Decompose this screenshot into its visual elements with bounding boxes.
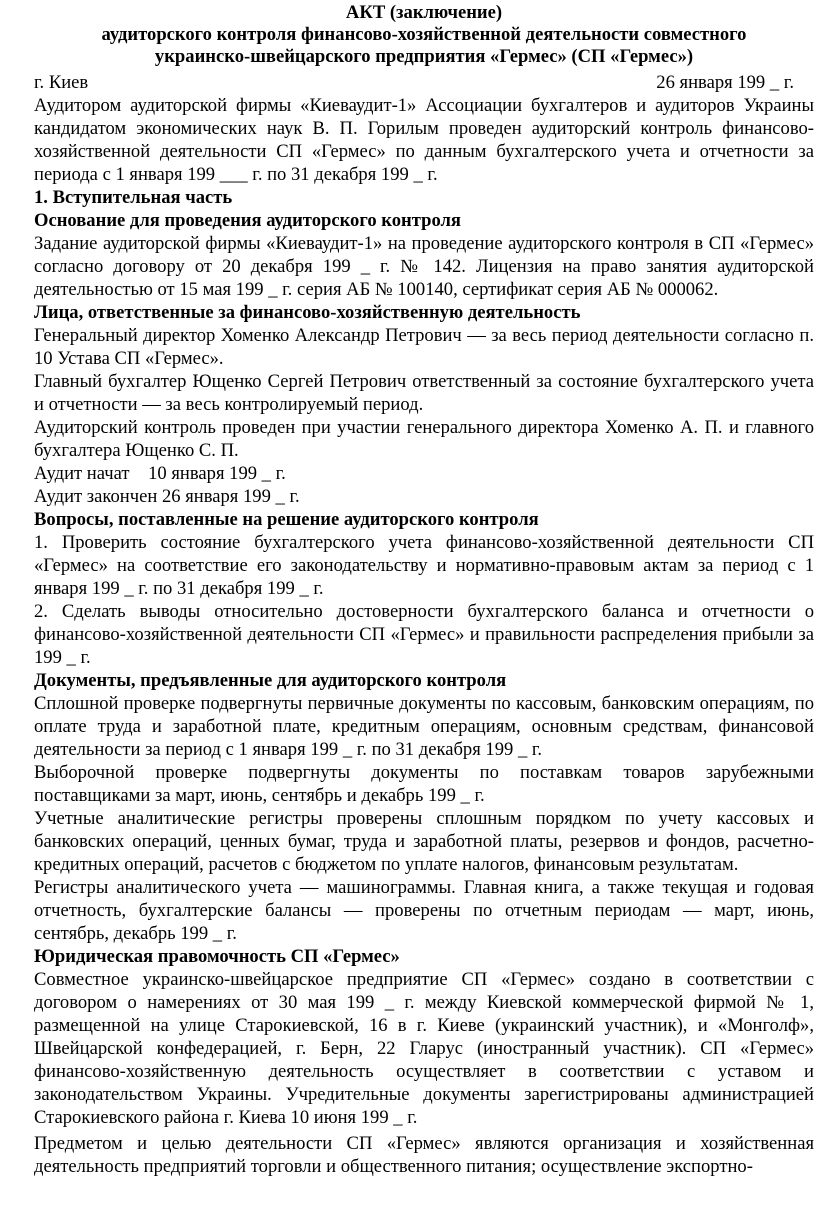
intro-paragraph [34,94,814,186]
basis-paragraph: Задание аудиторской фирмы «Киеваудит-1» на проведение аудиторского контроля в СП «Гермес» согласно договору от 20 декабря 199 _ г. № 142. Лицензия на право занятия аудиторской деятельностью от 15 мая 199 _ г. серия АБ № 100140, сертификат серия АБ № 000062. [34,233,814,300]
questions-heading: Вопросы, поставленные на решение аудиторского контроля [34,509,539,530]
audit-end: Аудит закончен 26 января 199 _ г. [34,486,300,507]
basis-heading: Основание для проведения аудиторского контроля [34,210,461,231]
intro-text: Аудитором аудиторской фирмы «Киеваудит-1» Ассоциации бухгалтеров и аудиторов Украины кандидатом экономических наук В. П. Горилым проведен аудиторский контроль финансово-хозяйственной деятельности СП «Гермес» по данным бухгалтерского учета и отчетности за периода с 1 января 199 ___ г. по 31 декабря 199 _ г. [34,95,814,185]
director-paragraph: Генеральный директор Хоменко Александр Петрович — за весь период деятельности согласно п. 10 Устава СП «Гермес». [34,325,814,369]
title-line-3: украинско-швейцарского предприятия «Гермес» (СП «Гермес») [154,46,694,67]
title-line-2: аудиторского контроля финансово-хозяйственной деятельности совместного [101,24,747,45]
accountant-paragraph: Главный бухгалтер Ющенко Сергей Петрович ответственный за состояние бухгалтерского учета и отчетности — за весь контролируемый период. [34,371,814,415]
legal-paragraph-2: Предметом и целью деятельности СП «Гермес» являются организация и хозяйственная деятельность предприятий торговли и общественного питания; осуществление экспортно- [34,1133,814,1177]
question-1: 1. Проверить состояние бухгалтерского учета финансово-хозяйственной деятельности СП «Гермес» на соответствие его законодательству и нормативно-правовым актам за период с 1 января 199 _ г. по 31 декабря 199 _ г. [34,532,814,599]
title-line-1: АКТ (заключение) [345,2,503,23]
legal-paragraph-1: Совместное украинско-швейцарское предприятие СП «Гермес» создано в соответствии с договором о намерениях от 30 мая 199 _ г. между Киевской коммерческой фирмой № 1, размещенной на улице Старокиевской, 16 в г. Киеве (украинский участник), и «Монголф», Швейцарской конфедерацией, г. Берн, 22 Гларус (иностранный участник). СП «Гермес» финансово-хозяйственную деятельность осуществляет в соответствии с уставом и законодательством Украины. Учредительные документы зарегистрированы администрацией Старокиевского района г. Киева 10 июня 199 _ г. [34,969,814,1128]
section-1-heading: 1. Вступительная часть [34,187,233,208]
documents-paragraph-4: Регистры аналитического учета — машинограммы. Главная книга, а также текущая и годовая отчетность, бухгалтерские балансы — проверены по отчетным периодам — март, июнь, сентябрь, декабрь 199 _ г. [34,877,814,944]
persons-heading: Лица, ответственные за финансово-хозяйственную деятельность [34,302,581,323]
question-2: 2. Сделать выводы относительно достоверности бухгалтерского баланса и отчетности о финансово-хозяйственной деятельности СП «Гермес» и правильности распределения прибыли за 199 _ г. [34,601,814,668]
documents-heading: Документы, предъявленные для аудиторского контроля [34,670,507,691]
documents-paragraph-1: Сплошной проверке подвергнуты первичные документы по кассовым, банковским операциям, по оплате труда и заработной плате, кредитным операциям, основным средствам, финансовой деятельности за период с 1 января 199 _ г. по 31 декабря 199 _ г. [34,693,814,760]
place: г. Киев [34,72,89,93]
participation-paragraph: Аудиторский контроль проведен при участии генерального директора Хоменко А. П. и главного бухгалтера Ющенко С. П. [34,417,814,461]
document-page [34,0,814,1178]
legal-heading: Юридическая правомочность СП «Гермес» [34,946,400,967]
document-title [34,2,814,68]
audit-start: Аудит начат 10 января 199 _ г. [34,463,286,484]
place-date-row [34,71,814,94]
date: 26 января 199 _ г. [656,72,794,93]
documents-paragraph-2: Выборочной проверке подвергнуты документы по поставкам товаров зарубежными поставщиками за март, июнь, сентябрь и декабрь 199 _ г. [34,762,814,806]
documents-paragraph-3: Учетные аналитические регистры проверены сплошным порядком по учету кассовых и банковских операций, ценных бумаг, труда и заработной платы, резервов и фондов, расчетно-кредитных операций, расчетов с бюджетом по уплате налогов, финансовым результатам. [34,808,814,875]
